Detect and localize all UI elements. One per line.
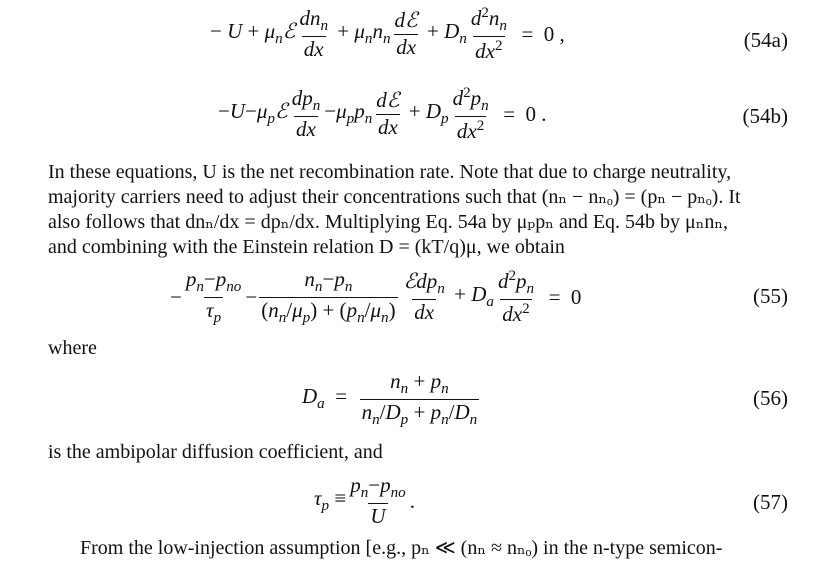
text-line: also follows that dnₙ/dx = dpₙ/dx. Multiplying Eq. 54a by μₚpₙ and Eq. 54b by μₙnₙ, — [48, 211, 729, 233]
equation-54a-body: − $U + \mu_nℰ$ $\frac{dn_n}{dx}$ + $\mu_nn_n$ $\frac{\text{dℰ}}{dx}$ + $D_n$ $\frac{d^2n_n}{dx^2}$ = 0 , — [210, 5, 565, 63]
paragraph-text — [48, 160, 818, 260]
partial-text-line: From the low-injection assumption [e.g., pₙ ≪ (nₙ ≈ nₙₒ) in the n-type semicon- — [80, 537, 723, 559]
equation-57 — [0, 470, 830, 532]
ambipolar-text: is the ambipolar diffusion coefficient, and — [48, 441, 383, 463]
equation-54b-body: $-U-\mu_pℰ$ $\frac{dp_n}{dx}$ $-\mu_pp_n$ $\frac{\text{dℰ}}{dx}$ + $D_p$ $\frac{d^2p_n}{dx^2}$ = 0 . — [218, 85, 547, 143]
equation-55 — [0, 262, 830, 328]
equation-55-body: − $\frac{p_n-p_{no}}{\tau_p}$ − $\frac{n_n-p_n}{(n_n/\mu_p) + (p_n/\mu_n)}$ $\frac{ℰdp_n}{dx}$ + $D_a$ $\frac{d^2p_n}{dx^2}$ = 0 — [170, 266, 582, 326]
equation-56-body: $D_a$ = $\frac{n_n + p_n}{n_n/D_p + p_n/D_n}$ — [302, 368, 478, 428]
equation-57-body: $\tau_p$ ≡ $\frac{p_n-p_{no}}{U}$ . — [314, 473, 415, 528]
text-line: In these equations, U is the net recombination rate. Note that due to charge neutrality, — [48, 161, 732, 183]
equation-number: (55) — [753, 284, 788, 308]
equation-number: (54b) — [742, 104, 788, 128]
equation-56 — [0, 366, 830, 432]
text-line: majority carriers need to adjust their concentrations such that (nₙ − nₙₒ) = (pₙ − pₙₒ). It — [48, 186, 741, 208]
text-line: and combining with the Einstein relation D = (kT/q)μ, we obtain — [48, 236, 565, 258]
equation-54b — [0, 80, 830, 146]
equation-number: (54a) — [743, 28, 788, 52]
equation-number: (56) — [753, 386, 788, 410]
where-text: where — [48, 337, 97, 359]
equation-54a — [0, 0, 830, 62]
equation-number: (57) — [753, 490, 788, 514]
